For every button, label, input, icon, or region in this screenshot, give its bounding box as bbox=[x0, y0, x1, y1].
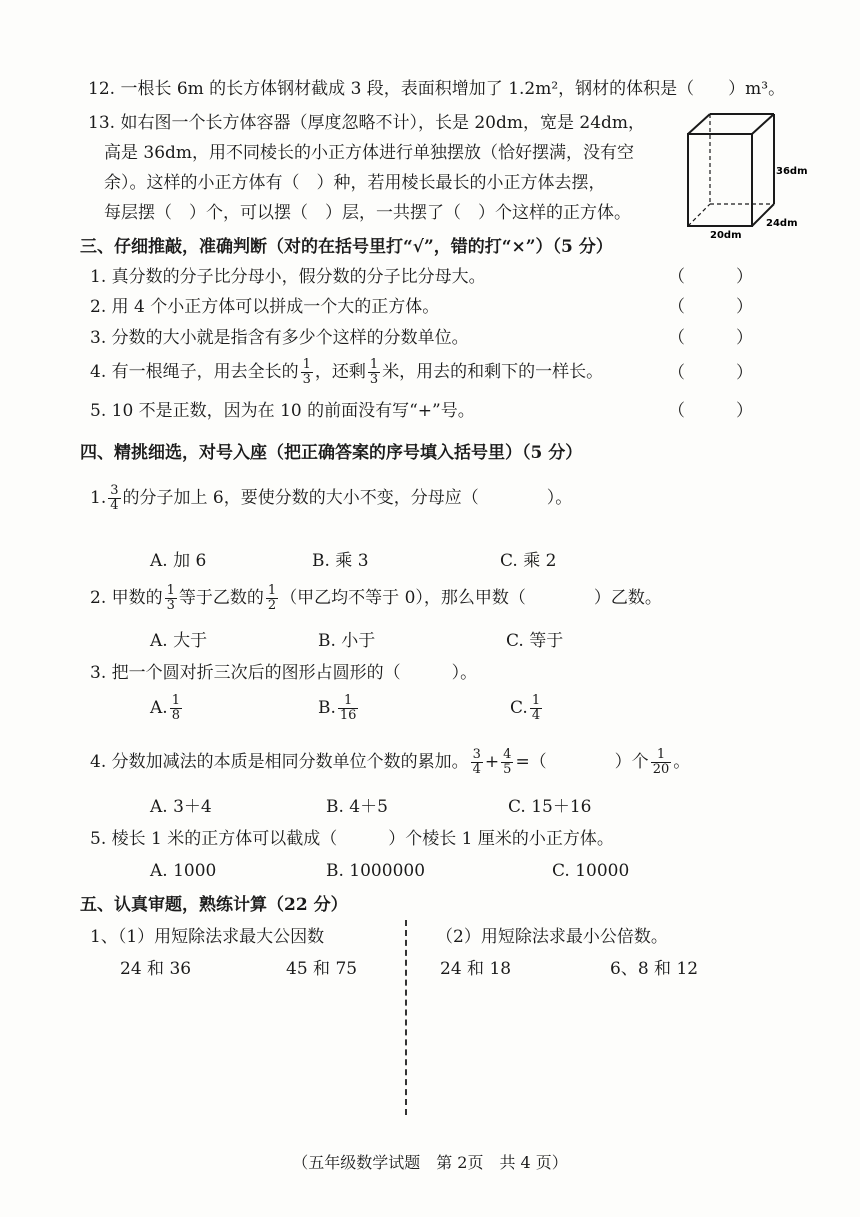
gcd-title: 1、（1）用短除法求最大公因数 bbox=[90, 927, 325, 947]
section-3-title: 三、仔细推敲，准确判断（对的在括号里打“√”，错的打“×”）（5 分） bbox=[80, 237, 613, 257]
question-13-line-1: 13. 如右图一个长方体容器（厚度忽略不计），长是 20dm，宽是 24dm， bbox=[88, 113, 646, 133]
choice-question-4: 4. 分数加减法的本质是相同分数单位个数的累加。 $\frac{3}{4}$ + $\frac{4}{5}$ =（ ）个 $\frac{1}{20}$ 。 bbox=[90, 747, 691, 777]
cuboid-figure bbox=[680, 108, 830, 238]
question-12: 12. 一根长 6m 的长方体钢材截成 3 段，表面积增加了 1.2m²，钢材的体积是（ ）m³。 bbox=[88, 79, 786, 99]
choice-2-option-c: C. 等于 bbox=[506, 631, 564, 651]
choice-1-option-c: C. 乘 2 bbox=[500, 551, 557, 571]
fraction-three-quarters: $\frac{3}{4}$ bbox=[110, 483, 119, 513]
column-divider bbox=[405, 920, 407, 1115]
choice-2-option-b: B. 小于 bbox=[318, 631, 376, 651]
judge-bracket-1: （ ） bbox=[668, 267, 753, 287]
question-13-line-2: 高是 36dm，用不同棱长的小正方体进行单独摆放（恰好摆满，没有空 bbox=[104, 143, 635, 163]
judge-bracket-4: （ ） bbox=[668, 363, 753, 383]
question-13-line-4: 每层摆（ ）个，可以摆（ ）层，一共摆了（ ）个这样的正方体。 bbox=[104, 203, 631, 223]
choice-5-option-c: C. 10000 bbox=[552, 861, 630, 881]
choice-question-1: 1. $\frac{3}{4}$ 的分子加上 6，要使分数的大小不变，分母应（ ）。 bbox=[90, 483, 573, 513]
choice-question-2: 2. 甲数的 $\frac{1}{3}$ 等于乙数的 $\frac{1}{2}$ （甲乙均不等于 0），那么甲数（ ）乙数。 bbox=[90, 583, 662, 613]
fraction-one-third-meter: $\frac{1}{3}$ bbox=[369, 357, 379, 387]
judge-item-4: 4. 有一根绳子，用去全长的 $\frac{1}{3}$ ，还剩 $\frac{1}{3}$ 米，用去的和剩下的一样长。 bbox=[90, 357, 604, 387]
choice-3-option-c: C. $\frac{1}{4}$ bbox=[510, 693, 541, 723]
width-label: 24dm bbox=[766, 218, 798, 229]
fraction-one-third: $\frac{1}{3}$ bbox=[302, 357, 311, 387]
lcm-item-1: 24 和 18 bbox=[440, 959, 512, 979]
page-footer: （五年级数学试题 第 2页 共 4 页） bbox=[292, 1153, 568, 1172]
length-label: 20dm bbox=[710, 230, 742, 238]
choice-1-option-b: B. 乘 3 bbox=[312, 551, 369, 571]
section-4-title: 四、精挑细选，对号入座（把正确答案的序号填入括号里）（5 分） bbox=[80, 443, 583, 463]
lcm-item-2: 6、8 和 12 bbox=[610, 959, 699, 979]
judge-item-1: 1. 真分数的分子比分母小，假分数的分子比分母大。 bbox=[90, 267, 486, 287]
choice-3-option-a: A. $\frac{1}{8}$ bbox=[150, 693, 180, 723]
choice-question-3: 3. 把一个圆对折三次后的图形占圆形的（ ）。 bbox=[90, 663, 478, 683]
gcd-item-1: 24 和 36 bbox=[120, 959, 192, 979]
choice-4-option-b: B. 4＋5 bbox=[326, 797, 388, 817]
judge-bracket-5: （ ） bbox=[668, 401, 753, 421]
choice-3-option-b: B. $\frac{1}{16}$ bbox=[318, 693, 357, 723]
choice-4-option-c: C. 15＋16 bbox=[508, 797, 592, 817]
lcm-title: （2）用短除法求最小公倍数。 bbox=[436, 927, 668, 947]
choice-question-5: 5. 棱长 1 米的正方体可以截成（ ）个棱长 1 厘米的小正方体。 bbox=[90, 829, 614, 849]
height-label: 36dm bbox=[776, 166, 808, 177]
judge-bracket-2: （ ） bbox=[668, 297, 753, 317]
judge-bracket-3: （ ） bbox=[668, 328, 753, 348]
question-13-line-3: 余）。这样的小正方体有（ ）种，若用棱长最长的小正方体去摆， bbox=[104, 173, 606, 193]
fraction-one-half: $\frac{1}{2}$ bbox=[267, 583, 277, 613]
fraction-one-third-a: $\frac{1}{3}$ bbox=[166, 583, 175, 613]
section-5-title: 五、认真审题，熟练计算（22 分） bbox=[80, 895, 348, 915]
judge-item-2: 2. 用 4 个小正方体可以拼成一个大的正方体。 bbox=[90, 297, 440, 317]
choice-4-option-a: A. 3＋4 bbox=[150, 797, 212, 817]
gcd-item-2: 45 和 75 bbox=[286, 959, 358, 979]
choice-2-option-a: A. 大于 bbox=[150, 631, 208, 651]
judge-item-5: 5. 10 不是正数，因为在 10 的前面没有写“+”号。 bbox=[90, 401, 475, 421]
choice-1-option-a: A. 加 6 bbox=[150, 551, 207, 571]
judge-item-3: 3. 分数的大小就是指含有多少个这样的分数单位。 bbox=[90, 328, 469, 348]
choice-5-option-b: B. 1000000 bbox=[326, 861, 426, 881]
choice-5-option-a: A. 1000 bbox=[150, 861, 217, 881]
